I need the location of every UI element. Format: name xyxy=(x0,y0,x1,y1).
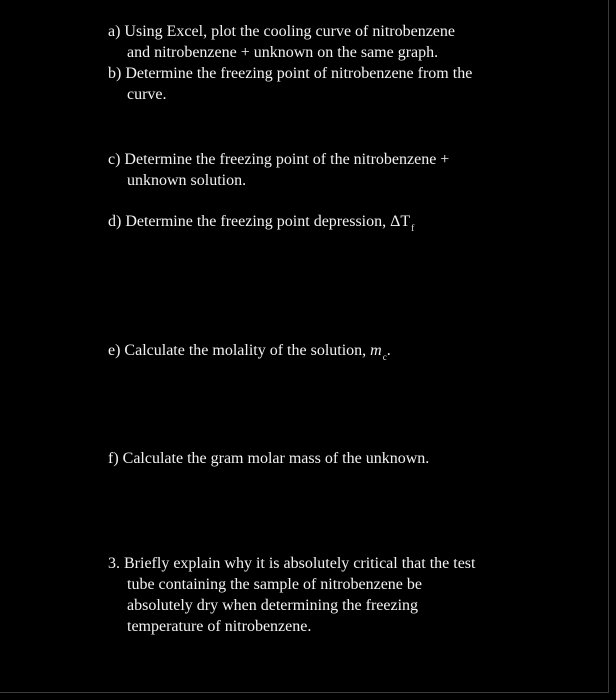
question-a xyxy=(108,21,578,63)
question-b xyxy=(108,63,578,105)
question-e-symbol: m xyxy=(370,342,382,359)
question-3-line-2: tube containing the sample of nitrobenzene be xyxy=(127,576,423,593)
question-3-line-1: 3. Briefly explain why it is absolutely critical that the test xyxy=(108,555,476,572)
question-a-line-2: and nitrobenzene + unknown on the same graph. xyxy=(127,44,439,61)
question-f-line-1: f) Calculate the gram molar mass of the unknown. xyxy=(108,450,430,467)
question-e xyxy=(108,340,578,363)
question-3-line-4: temperature of nitrobenzene. xyxy=(127,618,312,635)
question-e-line-1 xyxy=(108,340,578,363)
question-d xyxy=(108,211,578,234)
question-c-line-1: c) Determine the freezing point of the nitrobenzene + xyxy=(108,151,450,168)
question-b-line-1: b) Determine the freezing point of nitrobenzene from the xyxy=(108,65,473,82)
question-e-subscript: c xyxy=(382,352,387,362)
question-c-line-2: unknown solution. xyxy=(127,172,247,189)
question-3-line-3: absolutely dry when determining the freezing xyxy=(127,597,419,614)
question-b-line-2: curve. xyxy=(127,86,167,103)
question-f xyxy=(108,448,578,469)
question-d-text: d) Determine the freezing point depression, ΔT xyxy=(108,213,411,230)
question-a-line-1: a) Using Excel, plot the cooling curve of nitrobenzene xyxy=(108,23,455,40)
question-e-suffix: . xyxy=(386,342,391,359)
question-d-subscript: f xyxy=(411,223,415,233)
question-d-line-1 xyxy=(108,211,578,234)
question-c xyxy=(108,149,578,191)
question-3 xyxy=(108,553,578,637)
question-e-text: e) Calculate the molality of the solution, xyxy=(108,342,371,359)
